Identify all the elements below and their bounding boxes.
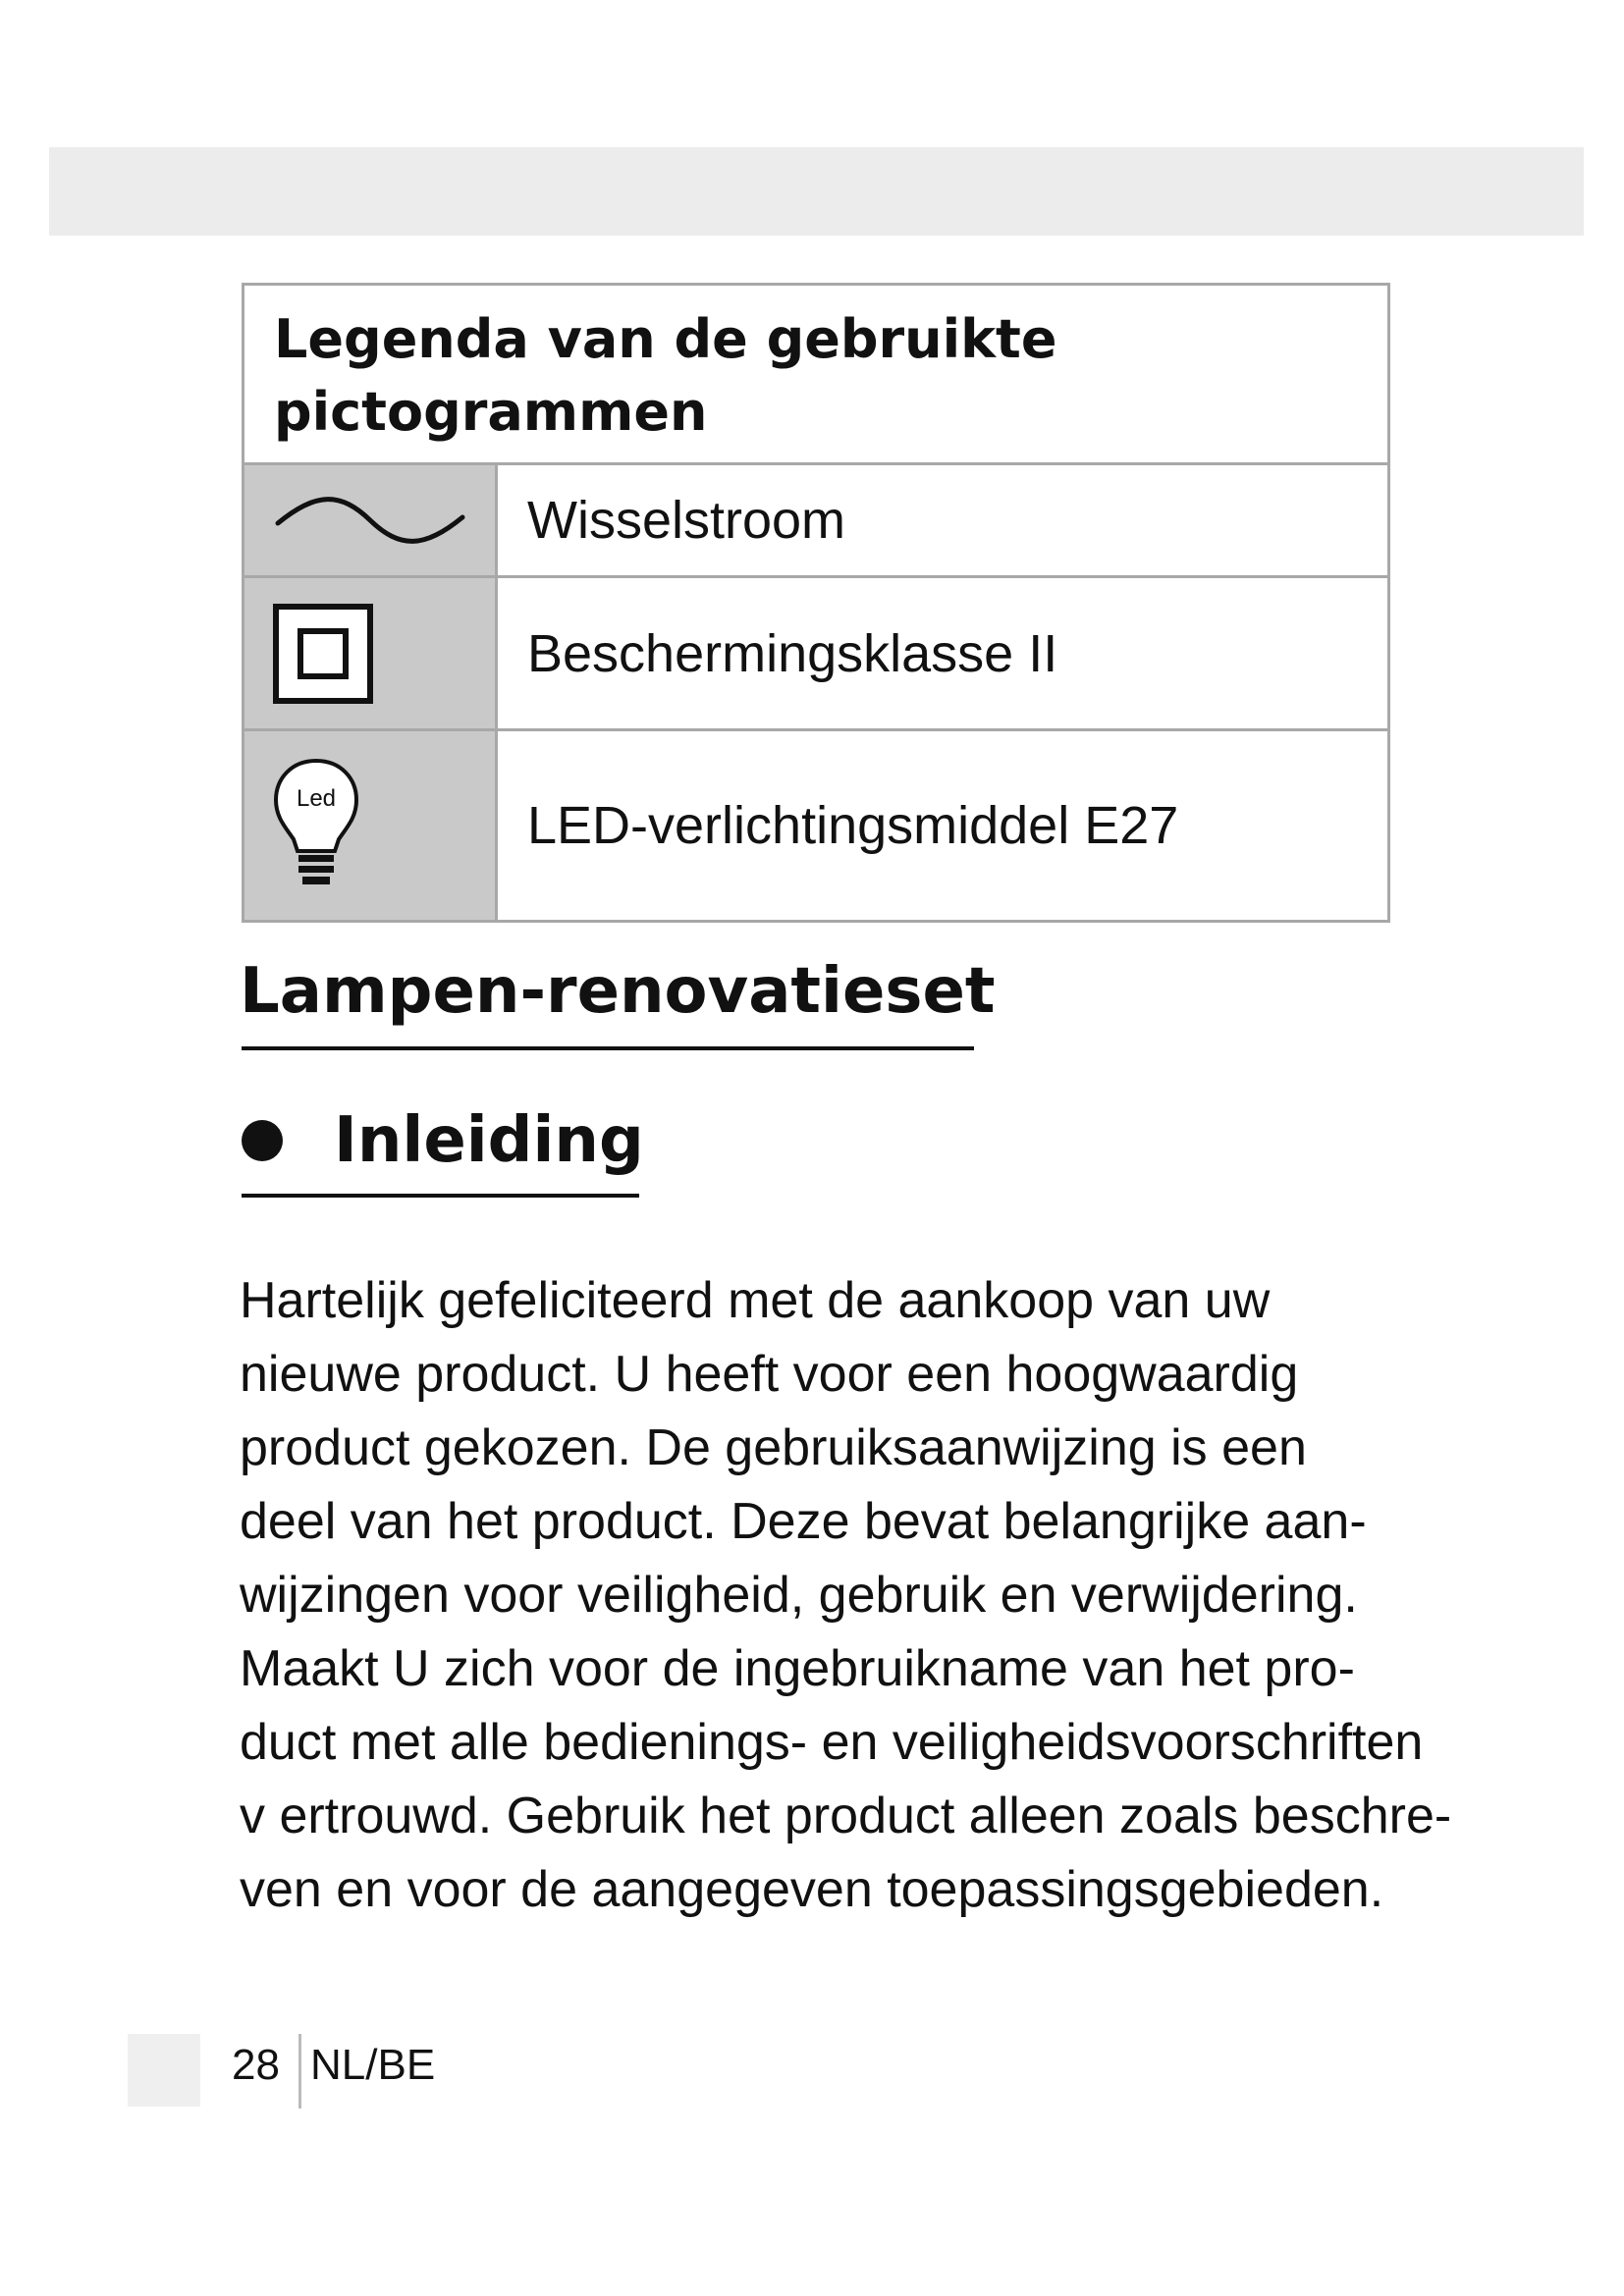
section-heading: Inleiding	[334, 1104, 644, 1177]
paragraph-line: ven en voor de aangegeven toepassingsgebieden.	[240, 1861, 1384, 1918]
section-underline	[242, 1194, 639, 1198]
section-header	[242, 1101, 644, 1180]
legend-row-led-bulb	[244, 731, 1387, 920]
bullet-icon	[242, 1120, 283, 1161]
legend-row-alternating-current	[244, 465, 1387, 578]
legend-title-line-1: Legenda van de gebruikte	[274, 308, 1057, 370]
legend-label: LED-verlichtingsmiddel E27	[527, 796, 1179, 855]
legend-label: Wisselstroom	[527, 491, 846, 550]
footer-marker	[128, 2034, 200, 2107]
paragraph-line: product gekozen. De gebruiksaanwijzing is een	[240, 1419, 1307, 1476]
alternating-current-icon	[244, 465, 498, 575]
introduction-paragraph	[240, 1264, 1452, 1927]
paragraph-line: v ertrouwd. Gebruik het product alleen zoals beschre-	[240, 1788, 1452, 1844]
legend-header	[244, 286, 1387, 465]
footer-divider	[298, 2034, 301, 2109]
legend-title-line-2: pictogrammen	[274, 381, 708, 443]
page-number: 28	[232, 2041, 280, 2089]
pictogram-legend-table	[242, 283, 1390, 923]
header-band	[49, 147, 1584, 236]
paragraph-line: Hartelijk gefeliciteerd met de aankoop van uw	[240, 1272, 1271, 1329]
language-code: NL/BE	[310, 2041, 436, 2089]
legend-label: Beschermingsklasse II	[527, 623, 1058, 683]
protection-class-ii-icon	[244, 578, 498, 728]
paragraph-line: Maakt U zich voor de ingebruikname van het pro-	[240, 1640, 1355, 1697]
paragraph-line: wijzingen voor veiligheid, gebruik en verwijdering.	[240, 1567, 1358, 1624]
legend-row-protection-class	[244, 578, 1387, 731]
paragraph-line: duct met alle bedienings- en veiligheidsvoorschriften	[240, 1714, 1424, 1771]
paragraph-line: nieuwe product. U heeft voor een hoogwaardig	[240, 1346, 1299, 1403]
paragraph-line: deel van het product. Deze bevat belangrijke aan-	[240, 1493, 1367, 1550]
led-bulb-icon	[244, 731, 498, 920]
title-underline	[242, 1046, 974, 1050]
document-title: Lampen-renovatieset	[240, 955, 996, 1028]
led-bulb-label: Led	[296, 785, 337, 812]
